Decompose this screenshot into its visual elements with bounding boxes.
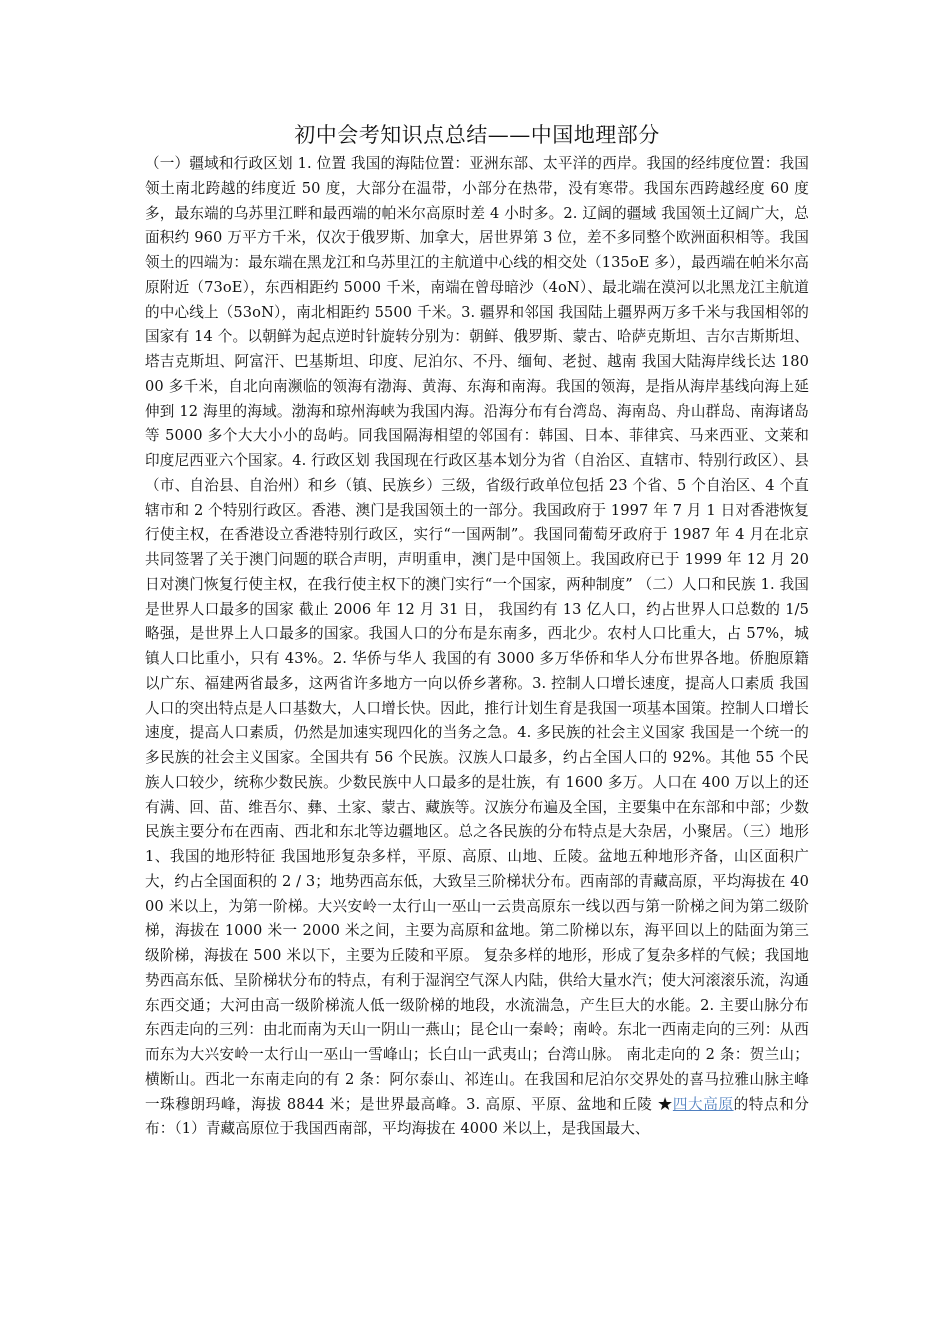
body-text-main: （一）疆域和行政区划 1. 位置 我国的海陆位置：亚洲东部、太平洋的西岸。我国的经纬度位置：我国领土南北跨越的纬度近 50 度，大部分在温带，小部分在热带，没有寒带。我国东西跨越经度 60 度多，最东端的乌苏里江畔和最西端的帕米尔高原时差 4 小时多。2. 辽阔的疆域 我国领土辽阔广大，总面积约 960 万平方千米，仅次于俄罗斯、加拿大，居世界第 3 位，差不多同整个欧洲面积相等。我国领土的四端为：最东端在黑龙江和乌苏里江的主航道中心线的相交处（135oE 多），最西端在帕米尔高原附近（73oE），东西相距约 5000 千米，南端在曾母暗沙（4oN）、最北端在漠河以北黑龙江主航道的中心线上（53oN），南北相距约 5500 千米。3. 疆界和邻国 我国陆上疆界两万多千米与我国相邻的国家有 14 个。以朝鲜为起点逆时针旋转分别为：朝鲜、俄罗斯、蒙古、哈萨克斯坦、吉尔吉斯斯坦、塔吉克斯坦、阿富汗、巴基斯坦、印度、尼泊尔、不丹、缅甸、老挝、越南 我国大陆海岸线长达 18000 多千米，自北向南濒临的领海有渤海、黄海、东海和南海。我国的领海，是指从海岸基线向海上延伸到 12 海里的海域。渤海和琼州海峡为我国内海。沿海分布有台湾岛、海南岛、舟山群岛、南海诸岛等 5000 多个大大小小的岛屿。同我国隔海相望的邻国有：韩国、日本、菲律宾、马来西亚、文莱和印度尼西亚六个国家。4. 行政区划 我国现在行政区基本划分为省（自治区、直辖市、特别行政区）、县（市、自治县、自治州）和乡（镇、民族乡）三级，省级行政单位包括 23 个省、5 个自治区、4 个直辖市和 2 个特别行政区。香港、澳门是我国领土的一部分。我国政府于 1997 年 7 月 1 日对香港恢复行使主权，在香港设立香港特别行政区，实行“一国两制”。我国同葡萄牙政府于 1987 年 4 月在北京共同签署了关于澳门问题的联合声明，声明重申，澳门是中国领上。我国政府已于 1999 年 12 月 20 日对澳门恢复行使主权，在我行使主权下的澳门实行“一个国家，两种制度” （二）人口和民族 1. 我国是世界人口最多的国家 截止 2006 年 12 月 31 日， 我国约有 13 亿人口，约占世界人口总数的 1/5 略强，是世界上人口最多的国家。我国人口的分布是东南多，西北少。农村人口比重大，占 57%，城镇人口比重小，只有 43%。2. 华侨与华人 我国的有 3000 多万华侨和华人分布世界各地。侨胞原籍以广东、福建两省最多，这两省许多地方一向以侨乡著称。3. 控制人口增长速度，提高人口素质 我国人口的突出特点是人口基数大，人口增长快。因此，推行计划生育是我国一项基本国策。控制人口增长速度，提高人口素质，仍然是加速实现四化的当务之急。4. 多民族的社会主义国家 我国是一个统一的多民族的社会主义国家。全国共有 56 个民族。汉族人口最多，约占全国人口的 92%。其他 55 个民族人口较少，统称少数民族。少数民族中人口最多的是壮族，有 1600 多万。人口在 400 万以上的还有满、回、苗、维吾尔、彝、土家、蒙古、藏族等。汉族分布遍及全国，主要集中在东部和中部；少数民族主要分布在西南、西北和东北等边疆地区。总之各民族的分布特点是大杂居，小聚居。（三）地形 1、我国的地形特征 我国地形复杂多样，平原、高原、山地、丘陵。盆地五种地形齐备，山区面积广大，约占全国面积的 2 / 3；地势西高东低，大致呈三阶梯状分布。西南部的青藏高原，平均海拔在 4000 米以上，为第一阶梯。大兴安岭一太行山一巫山一云贵高原东一线以西与第一阶梯之间为第二级阶梯，海拔在 1000 米一 2000 米之间，主要为高原和盆地。第二阶梯以东，海平回以上的陆面为第三级阶梯，海拔在 500 米以下，主要为丘陵和平原。 复杂多样的地形，形成了复杂多样的气候；我国地势西高东低、呈阶梯状分布的特点，有利于湿润空气深人内陆，供给大量水汽；使大河滚滚乐流，沟通东西交通；大河由高一级阶梯流人低一级阶梯的地段，水流湍急，产生巨大的水能。2. 主要山脉分布 东西走向的三列：由北而南为天山一阴山一燕山；昆仑山一秦岭；南岭。东北一西南走向的三列：从西而东为大兴安岭一太行山一巫山一雪峰山；长白山一武夷山；台湾山脉。 南北走向的 2 条：贺兰山；横断山。西北一东南走向的有 2 条：阿尔泰山、祁连山。在我国和尼泊尔交界处的喜马拉雅山脉主峰一珠穆朗玛峰，海拔 8844 米；是世界最高峰。3. 高原、平原、盆地和丘陵 ★ [145,155,809,1113]
document-page [145,118,809,1142]
document-body [145,152,809,1142]
document-title: 初中会考知识点总结——中国地理部分 [294,123,660,147]
body-text-tail: 的特点和分布：（1）青藏高原位于我国西南部，平均海拔在 4000 米以上，是我国最大、 [145,1095,809,1138]
four-plateaus-link[interactable]: 四大高原 [672,1095,734,1113]
